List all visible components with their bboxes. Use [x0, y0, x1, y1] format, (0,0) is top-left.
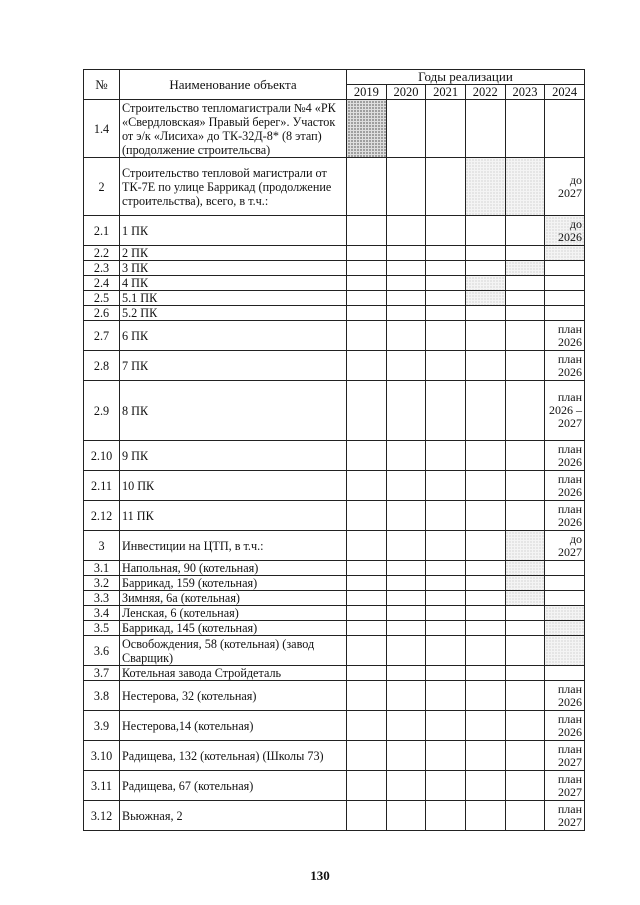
year-cell [426, 381, 466, 441]
object-name: Радищева, 67 (котельная) [120, 771, 347, 801]
year-cell [426, 771, 466, 801]
year-cell [386, 591, 426, 606]
year-cell [465, 441, 505, 471]
row-number: 2.12 [84, 501, 120, 531]
year-cell [465, 591, 505, 606]
year-cell [505, 501, 545, 531]
year-cell [347, 276, 387, 291]
row-number: 3.11 [84, 771, 120, 801]
table-row [84, 711, 585, 741]
year-cell [426, 291, 466, 306]
table-row [84, 381, 585, 441]
year-cell [347, 321, 387, 351]
year-2024-note [545, 100, 585, 158]
table-row [84, 621, 585, 636]
year-cell [386, 531, 426, 561]
year-cell [465, 261, 505, 276]
year-cell [465, 321, 505, 351]
year-cell [386, 321, 426, 351]
row-number: 2.2 [84, 246, 120, 261]
year-2024-note [545, 576, 585, 591]
row-number: 2.9 [84, 381, 120, 441]
year-cell [505, 246, 545, 261]
year-cell-marked [505, 158, 545, 216]
year-header: 2019 [347, 85, 387, 100]
object-name: Строительство тепломагистрали №4 «РК «Свердловская» Правый берег». Участок от э/к «Лисиха» до ТК-32Д-8* (8 этап) (продолжение строительсва) [120, 100, 347, 158]
year-2024-note: до 2027 [545, 158, 585, 216]
table-row [84, 246, 585, 261]
year-2024-note [545, 561, 585, 576]
object-name: 1 ПК [120, 216, 347, 246]
table-row [84, 441, 585, 471]
year-cell [347, 561, 387, 576]
year-cell [505, 636, 545, 666]
object-name: 8 ПК [120, 381, 347, 441]
year-cell [505, 216, 545, 246]
object-name: Радищева, 132 (котельная) (Школы 73) [120, 741, 347, 771]
year-2024-note [545, 606, 585, 621]
year-cell [465, 576, 505, 591]
year-cell [505, 441, 545, 471]
year-cell [505, 621, 545, 636]
year-cell [426, 741, 466, 771]
object-name: 7 ПК [120, 351, 347, 381]
row-number: 3.6 [84, 636, 120, 666]
year-cell [386, 636, 426, 666]
year-cell [386, 666, 426, 681]
year-cell [386, 801, 426, 831]
year-cell [347, 741, 387, 771]
row-number: 3 [84, 531, 120, 561]
object-name: 6 ПК [120, 321, 347, 351]
table-row [84, 741, 585, 771]
year-header: 2023 [505, 85, 545, 100]
year-cell [505, 741, 545, 771]
row-number: 3.9 [84, 711, 120, 741]
year-cell [426, 606, 466, 621]
year-2024-note: план 2027 [545, 771, 585, 801]
year-header: 2021 [426, 85, 466, 100]
year-cell [426, 681, 466, 711]
year-2024-note [545, 591, 585, 606]
table-row [84, 100, 585, 158]
row-number: 3.12 [84, 801, 120, 831]
year-cell [347, 158, 387, 216]
year-cell-marked [465, 276, 505, 291]
object-name: Вьюжная, 2 [120, 801, 347, 831]
year-2024-note [545, 276, 585, 291]
year-cell [386, 291, 426, 306]
year-cell [426, 636, 466, 666]
year-cell [465, 771, 505, 801]
year-cell [386, 158, 426, 216]
year-cell [505, 381, 545, 441]
year-2024-note: план 2027 [545, 801, 585, 831]
year-cell [465, 621, 505, 636]
year-cell-marked [505, 561, 545, 576]
year-2024-note: план 2026 [545, 471, 585, 501]
year-cell [386, 681, 426, 711]
row-number: 3.1 [84, 561, 120, 576]
year-cell [347, 501, 387, 531]
object-name: Инвестиции на ЦТП, в т.ч.: [120, 531, 347, 561]
row-number: 2.7 [84, 321, 120, 351]
year-cell-marked [505, 531, 545, 561]
object-name: Котельная завода Стройдеталь [120, 666, 347, 681]
year-cell [426, 666, 466, 681]
year-cell [505, 666, 545, 681]
object-name: Баррикад, 159 (котельная) [120, 576, 347, 591]
year-cell [426, 216, 466, 246]
year-cell [465, 216, 505, 246]
implementation-table [83, 69, 585, 831]
year-2024-note: план 2026 [545, 441, 585, 471]
year-2024-note: план 2026 [545, 501, 585, 531]
object-name: 3 ПК [120, 261, 347, 276]
object-name: 11 ПК [120, 501, 347, 531]
year-cell [347, 351, 387, 381]
year-cell [347, 636, 387, 666]
object-name: Строительство тепловой магистрали от ТК-7Е по улице Баррикад (продолжение строительства), всего, в т.ч.: [120, 158, 347, 216]
column-header-number: № [84, 70, 120, 100]
column-header-object-name: Наименование объекта [120, 70, 347, 100]
year-2024-note: до 2026 [545, 216, 585, 246]
table-row [84, 576, 585, 591]
year-cell [386, 471, 426, 501]
object-name: 4 ПК [120, 276, 347, 291]
year-cell [465, 741, 505, 771]
year-cell-marked [347, 100, 387, 158]
object-name: Освобождения, 58 (котельная) (завод Сварщик) [120, 636, 347, 666]
year-cell [386, 306, 426, 321]
year-cell [386, 276, 426, 291]
year-cell-marked [505, 576, 545, 591]
year-2024-note [545, 666, 585, 681]
object-name: Баррикад, 145 (котельная) [120, 621, 347, 636]
year-cell [426, 711, 466, 741]
table-row [84, 501, 585, 531]
row-number: 2.6 [84, 306, 120, 321]
year-2024-note: план 2026 [545, 711, 585, 741]
year-header: 2024 [545, 85, 585, 100]
year-cell [347, 771, 387, 801]
year-cell-marked [465, 291, 505, 306]
year-cell [386, 351, 426, 381]
year-cell [505, 711, 545, 741]
year-cell [505, 321, 545, 351]
table-row [84, 636, 585, 666]
row-number: 1.4 [84, 100, 120, 158]
year-header: 2020 [386, 85, 426, 100]
year-cell [386, 576, 426, 591]
year-cell [386, 561, 426, 576]
year-cell [386, 261, 426, 276]
year-2024-note: до 2027 [545, 531, 585, 561]
table-row [84, 681, 585, 711]
year-cell [386, 606, 426, 621]
row-number: 3.3 [84, 591, 120, 606]
year-cell [465, 501, 505, 531]
object-name: 2 ПК [120, 246, 347, 261]
year-cell [426, 321, 466, 351]
header-row-top [84, 70, 585, 85]
year-cell [386, 741, 426, 771]
year-2024-note [545, 246, 585, 261]
table-row [84, 158, 585, 216]
year-cell [465, 471, 505, 501]
year-cell [465, 801, 505, 831]
year-cell [386, 771, 426, 801]
year-cell [465, 381, 505, 441]
year-cell [426, 801, 466, 831]
row-number: 2.5 [84, 291, 120, 306]
year-cell [426, 246, 466, 261]
table-row [84, 306, 585, 321]
year-cell [347, 471, 387, 501]
year-cell [386, 216, 426, 246]
year-2024-note: план 2026 [545, 321, 585, 351]
year-cell [386, 501, 426, 531]
year-cell [347, 711, 387, 741]
year-cell [426, 576, 466, 591]
object-name: Ленская, 6 (котельная) [120, 606, 347, 621]
object-name: 9 ПК [120, 441, 347, 471]
object-name: Нестерова,14 (котельная) [120, 711, 347, 741]
table-row [84, 606, 585, 621]
row-number: 2.4 [84, 276, 120, 291]
year-2024-note [545, 261, 585, 276]
year-cell-marked [505, 591, 545, 606]
year-cell [465, 246, 505, 261]
year-cell [465, 681, 505, 711]
year-cell [347, 291, 387, 306]
table-row [84, 291, 585, 306]
year-2024-note [545, 306, 585, 321]
table-row [84, 216, 585, 246]
row-number: 3.4 [84, 606, 120, 621]
object-name: 5.2 ПК [120, 306, 347, 321]
year-cell [465, 561, 505, 576]
year-cell [386, 381, 426, 441]
year-cell [347, 666, 387, 681]
year-cell [426, 100, 466, 158]
table-row [84, 531, 585, 561]
year-2024-note [545, 636, 585, 666]
row-number: 3.2 [84, 576, 120, 591]
year-cell [505, 681, 545, 711]
year-2024-note: план 2026 [545, 681, 585, 711]
year-cell [505, 351, 545, 381]
year-cell [347, 306, 387, 321]
year-cell [465, 531, 505, 561]
object-name: 10 ПК [120, 471, 347, 501]
year-cell [426, 561, 466, 576]
year-cell [465, 636, 505, 666]
year-cell [347, 606, 387, 621]
year-cell [426, 441, 466, 471]
year-cell [505, 291, 545, 306]
year-cell [347, 381, 387, 441]
table-row [84, 801, 585, 831]
row-number: 2.8 [84, 351, 120, 381]
year-cell [347, 441, 387, 471]
year-cell [426, 261, 466, 276]
year-cell [465, 306, 505, 321]
row-number: 3.5 [84, 621, 120, 636]
year-2024-note: план 2027 [545, 741, 585, 771]
year-cell [505, 771, 545, 801]
year-cell [426, 531, 466, 561]
table-row [84, 276, 585, 291]
year-cell [465, 351, 505, 381]
year-cell [426, 621, 466, 636]
year-cell [386, 100, 426, 158]
table-row [84, 261, 585, 276]
year-cell [505, 276, 545, 291]
year-cell [347, 681, 387, 711]
row-number: 2.10 [84, 441, 120, 471]
table-row [84, 666, 585, 681]
row-number: 3.10 [84, 741, 120, 771]
object-name: 5.1 ПК [120, 291, 347, 306]
year-cell [426, 276, 466, 291]
year-cell [347, 216, 387, 246]
year-cell [426, 471, 466, 501]
row-number: 3.7 [84, 666, 120, 681]
year-cell [347, 591, 387, 606]
year-cell [386, 441, 426, 471]
row-number: 2 [84, 158, 120, 216]
year-cell [386, 621, 426, 636]
row-number: 3.8 [84, 681, 120, 711]
year-cell [426, 351, 466, 381]
year-cell [505, 306, 545, 321]
row-number: 2.1 [84, 216, 120, 246]
year-cell [347, 531, 387, 561]
year-cell [426, 501, 466, 531]
year-cell [465, 711, 505, 741]
year-2024-note: план 2026 [545, 351, 585, 381]
year-cell [465, 666, 505, 681]
table-row [84, 351, 585, 381]
year-cell [505, 606, 545, 621]
object-name: Нестерова, 32 (котельная) [120, 681, 347, 711]
table-row [84, 321, 585, 351]
row-number: 2.3 [84, 261, 120, 276]
year-cell [505, 100, 545, 158]
year-cell [465, 100, 505, 158]
year-cell [347, 246, 387, 261]
page-number: 130 [310, 868, 330, 883]
column-header-years: Годы реализации [347, 70, 585, 85]
year-header: 2022 [465, 85, 505, 100]
year-2024-note [545, 291, 585, 306]
object-name: Напольная, 90 (котельная) [120, 561, 347, 576]
year-cell [426, 306, 466, 321]
year-cell [426, 158, 466, 216]
table-body [84, 100, 585, 831]
table-row [84, 561, 585, 576]
year-cell [347, 801, 387, 831]
year-cell [347, 261, 387, 276]
year-cell [347, 576, 387, 591]
year-cell [505, 801, 545, 831]
table-row [84, 591, 585, 606]
year-2024-note [545, 621, 585, 636]
year-cell [465, 606, 505, 621]
table-row [84, 771, 585, 801]
year-2024-note: план 2026 – 2027 [545, 381, 585, 441]
table-row [84, 471, 585, 501]
year-cell-marked [505, 261, 545, 276]
year-cell [347, 621, 387, 636]
year-cell [505, 471, 545, 501]
year-cell [426, 591, 466, 606]
year-cell [386, 246, 426, 261]
object-name: Зимняя, 6а (котельная) [120, 591, 347, 606]
year-cell-marked [465, 158, 505, 216]
year-cell [386, 711, 426, 741]
row-number: 2.11 [84, 471, 120, 501]
